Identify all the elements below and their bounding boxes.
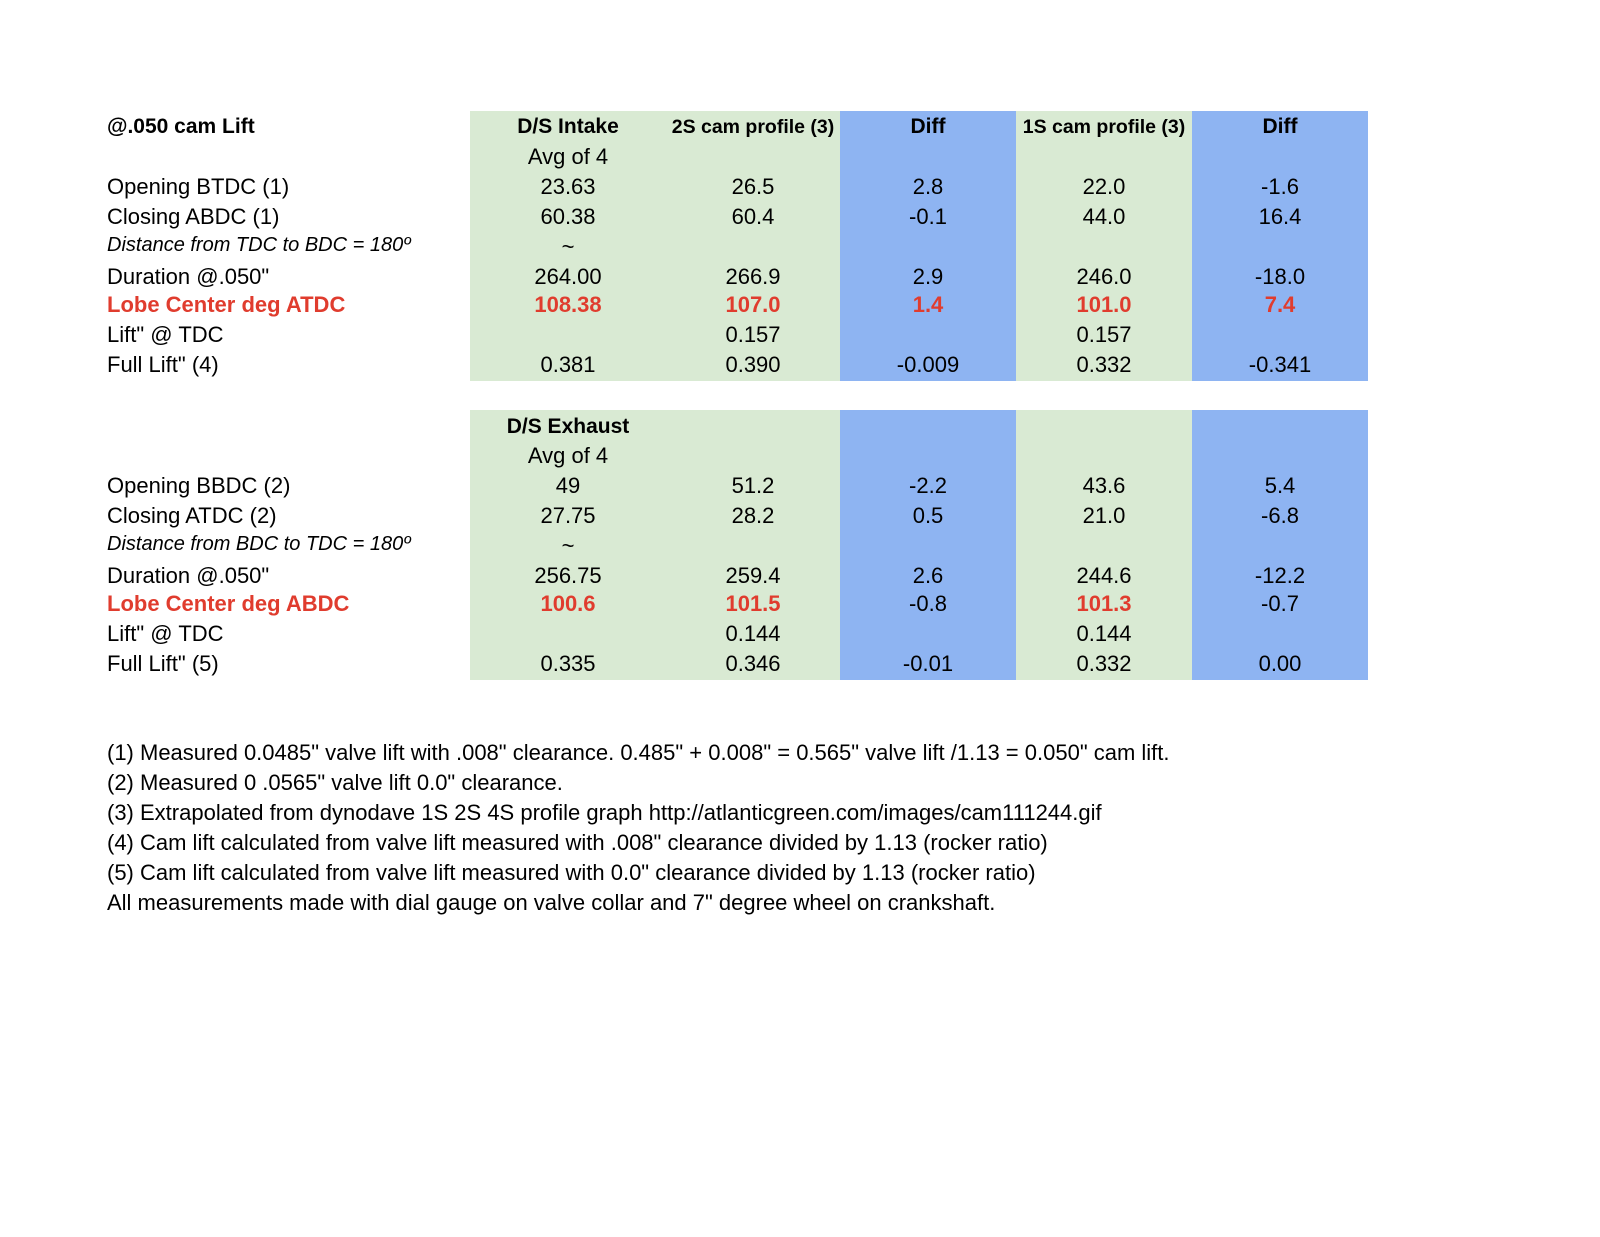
intake-col-header-diff-2s: Diff bbox=[910, 115, 946, 138]
1s-value: 0.332 bbox=[1076, 352, 1132, 377]
diff-2s-value: -0.009 bbox=[896, 352, 960, 377]
2s-value: 107.0 bbox=[725, 292, 781, 317]
ds-value: 60.38 bbox=[540, 204, 596, 229]
ds-value: 264.00 bbox=[534, 264, 602, 289]
footnote-general: All measurements made with dial gauge on valve collar and 7" degree wheel on crankshaft. bbox=[107, 890, 996, 915]
ds-value: 49 bbox=[555, 473, 581, 498]
2s-value: 259.4 bbox=[725, 563, 781, 588]
2s-value: 0.390 bbox=[725, 352, 781, 377]
intake-blue-band-b bbox=[1192, 111, 1368, 381]
footnote-3: (3) Extrapolated from dynodave 1S 2S 4S profile graph http://atlanticgreen.com/images/cam111244.gif bbox=[107, 800, 1102, 825]
row-label: Lobe Center deg ATDC bbox=[107, 292, 346, 317]
exhaust-blue-band-a bbox=[840, 410, 1016, 680]
row-label: Lift" @ TDC bbox=[107, 322, 224, 347]
ds-value: 27.75 bbox=[540, 503, 596, 528]
1s-value: 22.0 bbox=[1082, 174, 1126, 199]
row-label: Full Lift" (5) bbox=[107, 651, 219, 676]
diff-1s-value: -0.341 bbox=[1248, 352, 1312, 377]
1s-value: 0.157 bbox=[1076, 322, 1132, 347]
intake-col-header-ds: D/S Intake bbox=[517, 115, 619, 138]
diff-1s-value: 5.4 bbox=[1264, 473, 1296, 498]
exhaust-col-header-ds: D/S Exhaust bbox=[506, 415, 630, 438]
row-label: Distance from BDC to TDC = 180º bbox=[107, 533, 411, 555]
diff-2s-value: 2.8 bbox=[912, 174, 944, 199]
row-label: Duration @.050" bbox=[107, 264, 270, 289]
1s-value: 44.0 bbox=[1082, 204, 1126, 229]
diff-2s-value: 2.9 bbox=[912, 264, 944, 289]
1s-value: 101.3 bbox=[1076, 591, 1132, 616]
row-label: Lift" @ TDC bbox=[107, 621, 224, 646]
ds-value: ~ bbox=[561, 234, 575, 259]
1s-value: 0.332 bbox=[1076, 651, 1132, 676]
diff-2s-value: -0.1 bbox=[909, 204, 947, 229]
diff-2s-value: 2.6 bbox=[912, 563, 944, 588]
ds-value: 108.38 bbox=[534, 292, 602, 317]
2s-value: 266.9 bbox=[725, 264, 781, 289]
ds-value: 0.381 bbox=[540, 352, 596, 377]
2s-value: 28.2 bbox=[731, 503, 775, 528]
ds-value: 100.6 bbox=[540, 591, 596, 616]
footnote-2: (2) Measured 0 .0565" valve lift 0.0" clearance. bbox=[107, 770, 563, 795]
row-label: Full Lift" (4) bbox=[107, 352, 219, 377]
diff-1s-value: -1.6 bbox=[1261, 174, 1299, 199]
diff-2s-value: -2.2 bbox=[909, 473, 947, 498]
intake-col-header-2s: 2S cam profile (3) bbox=[671, 116, 835, 138]
row-label: Closing ATDC (2) bbox=[107, 503, 277, 528]
diff-2s-value: 0.5 bbox=[912, 503, 944, 528]
exhaust-blue-band-b bbox=[1192, 410, 1368, 680]
diff-1s-value: 16.4 bbox=[1258, 204, 1302, 229]
intake-subheader-avg: Avg of 4 bbox=[527, 144, 609, 169]
diff-1s-value: -12.2 bbox=[1254, 563, 1306, 588]
2s-value: 0.346 bbox=[725, 651, 781, 676]
diff-2s-value: -0.01 bbox=[902, 651, 954, 676]
2s-value: 26.5 bbox=[731, 174, 775, 199]
footnotes bbox=[107, 738, 1170, 918]
row-label: Distance from TDC to BDC = 180º bbox=[107, 234, 411, 256]
diff-1s-value: 7.4 bbox=[1264, 292, 1296, 317]
2s-value: 0.157 bbox=[725, 322, 781, 347]
2s-value: 60.4 bbox=[731, 204, 775, 229]
diff-1s-value: -0.7 bbox=[1261, 591, 1299, 616]
ds-value: 23.63 bbox=[540, 174, 596, 199]
ds-value: 256.75 bbox=[534, 563, 602, 588]
1s-value: 0.144 bbox=[1076, 621, 1132, 646]
intake-blue-band-a bbox=[840, 111, 1016, 381]
row-label: Lobe Center deg ABDC bbox=[107, 591, 350, 616]
row-label: Closing ABDC (1) bbox=[107, 204, 280, 229]
2s-value: 101.5 bbox=[725, 591, 781, 616]
1s-value: 246.0 bbox=[1076, 264, 1132, 289]
intake-section-title: @.050 cam Lift bbox=[107, 115, 255, 138]
diff-2s-value: 1.4 bbox=[912, 292, 944, 317]
diff-1s-value: 0.00 bbox=[1258, 651, 1302, 676]
ds-value: 0.335 bbox=[540, 651, 596, 676]
footnote-5: (5) Cam lift calculated from valve lift measured with 0.0" clearance divided by 1.13 (rocker ratio) bbox=[107, 860, 1036, 885]
2s-value: 51.2 bbox=[731, 473, 775, 498]
row-label: Opening BTDC (1) bbox=[107, 174, 290, 199]
footnote-1: (1) Measured 0.0485" valve lift with .008" clearance. 0.485" + 0.008" = 0.565" valve lift /1.13 = 0.050" cam lift. bbox=[107, 740, 1170, 765]
intake-col-header-diff-1s: Diff bbox=[1262, 115, 1298, 138]
row-label: Opening BBDC (2) bbox=[107, 473, 291, 498]
footnote-4: (4) Cam lift calculated from valve lift measured with .008" clearance divided by 1.13 (rocker ratio) bbox=[107, 830, 1048, 855]
diff-1s-value: -18.0 bbox=[1254, 264, 1306, 289]
1s-value: 244.6 bbox=[1076, 563, 1132, 588]
ds-value: ~ bbox=[561, 533, 575, 558]
diff-2s-value: -0.8 bbox=[909, 591, 947, 616]
1s-value: 101.0 bbox=[1076, 292, 1132, 317]
intake-col-header-1s: 1S cam profile (3) bbox=[1022, 116, 1186, 138]
exhaust-subheader-avg: Avg of 4 bbox=[527, 443, 609, 468]
row-label: Duration @.050" bbox=[107, 563, 270, 588]
1s-value: 21.0 bbox=[1082, 503, 1126, 528]
diff-1s-value: -6.8 bbox=[1261, 503, 1299, 528]
2s-value: 0.144 bbox=[725, 621, 781, 646]
1s-value: 43.6 bbox=[1082, 473, 1126, 498]
